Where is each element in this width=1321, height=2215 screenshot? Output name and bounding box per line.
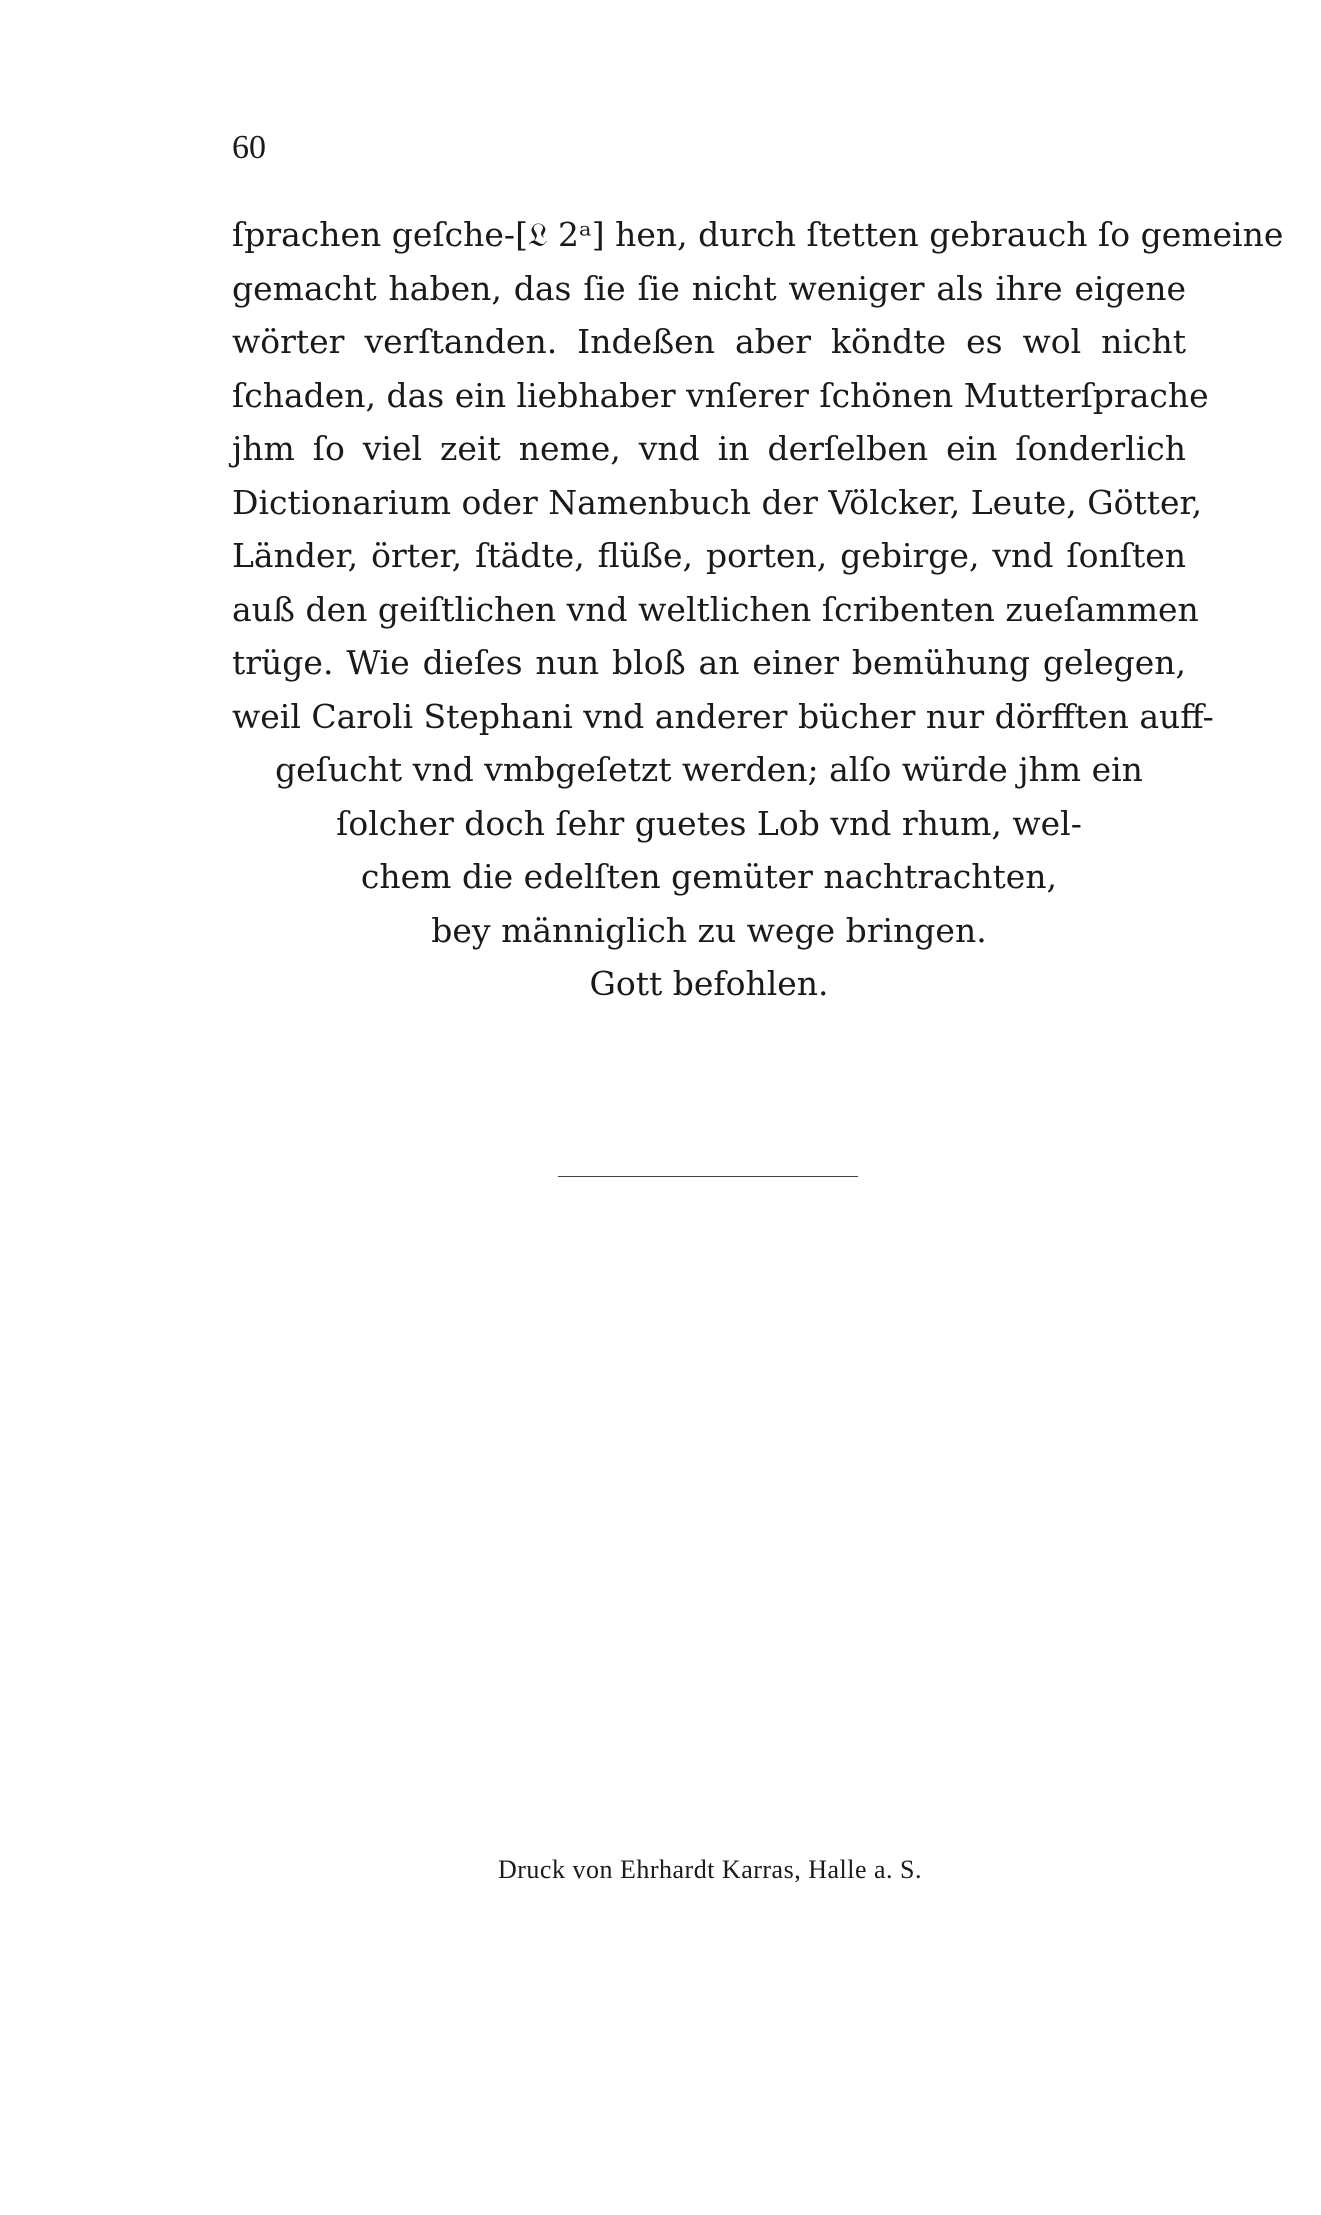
- text-line: gemacht haben, das ſie ſie nicht weniger als ihre eigene: [232, 268, 1186, 308]
- text-line: Länder, örter, ſtädte, flüße, porten, gebirge, vnd ſonſten: [232, 536, 1186, 575]
- text-line: ſchaden, das ein liebhaber vnſerer ſchönen Mutterſprache: [232, 375, 1209, 415]
- text-line: weil Caroli Stephani vnd anderer bücher nur dörfften auff-: [232, 696, 1214, 736]
- text-line: wörter verſtanden. Indeßen aber köndte es wol nicht: [232, 322, 1186, 361]
- text-line: ſolcher doch ſehr guetes Lob vnd rhum, wel-: [336, 803, 1082, 843]
- page-number: 60: [232, 129, 266, 166]
- text-line: ſprachen geſche-[𝔏 2ᵃ] hen, durch ſtetten gebrauch ſo gemeine: [232, 215, 1284, 254]
- text-line: auß den geiſtlichen vnd weltlichen ſcribenten zueſammen: [232, 589, 1199, 629]
- text-line: jhm ſo viel zeit neme, vnd in derſelben ein ſonderlich: [232, 429, 1186, 468]
- body-text: [232, 208, 1284, 1011]
- text-line: chem die edelſten gemüter nachtrachten,: [360, 857, 1058, 896]
- printer-imprint: Druck von Ehrhardt Karras, Halle a. S.: [497, 1855, 923, 1884]
- text-line: Dictionarium oder Namenbuch der Völcker, Leute, Götter,: [232, 482, 1203, 522]
- text-line: geſucht vnd vmbgeſetzt werden; alſo würde jhm ein: [275, 750, 1143, 789]
- text-line: bey männiglich zu wege bringen.: [431, 910, 987, 950]
- closing-line: Gott befohlen.: [589, 964, 829, 1003]
- text-line: trüge. Wie dieſes nun bloß an einer bemühung gelegen,: [232, 643, 1186, 682]
- end-rule: [558, 1176, 858, 1177]
